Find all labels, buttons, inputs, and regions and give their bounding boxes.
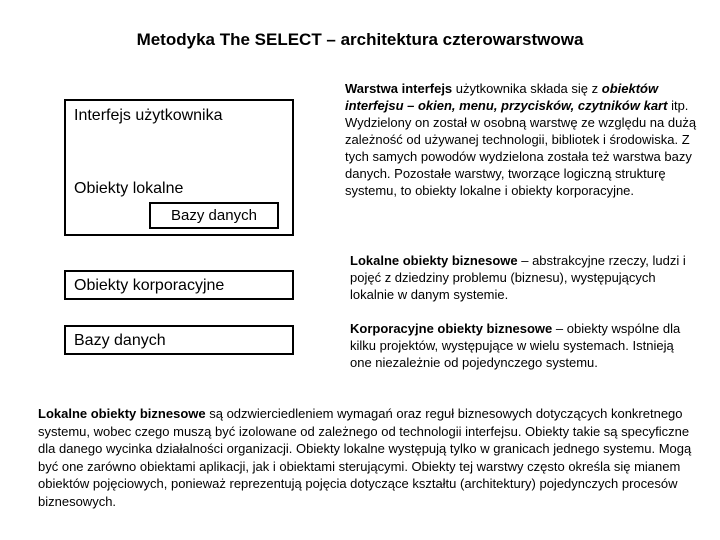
nested-databases-box: Bazy danych — [149, 202, 279, 229]
ui-desc-text-2: itp. Wydzielony on został w osobną warstwę ze względu na dużą zależność od używanej technologii, bibliotek i środowiska. Z tych samych powodów wydzielona została też warstwa bazy danych. Pozostałe warstwy, tworzące logiczną strukturę systemu, to obiekty lokalne i obiekty korporacyjne. — [345, 98, 697, 198]
summary-text: są odzwierciedleniem wymagań oraz reguł biznesowych dotyczących konkretnego systemu, wobec czego muszą być izolowane od zależnego od technologii interfejsu. Obiekty takie są specyficzne dla danego wycinka działalności organizacji. Obiekty lokalne występują tylko w granicach jednego systemu. Mogą być one zarówno obiektami aplikacji, jak i obiektami sterującymi. Obiekty tej warstwy często określa się mianem obiektów pojęciowych, ponieważ reprezentują pojęcia dotyczące kształtu (architektury) pojedynczych procesów biznesowych. — [38, 406, 692, 509]
layer-local-objects-label: Obiekty lokalne — [74, 180, 184, 197]
local-objects-description — [350, 252, 690, 303]
local-desc-term: Lokalne obiekty biznesowe — [350, 253, 518, 268]
ui-layer-description — [345, 80, 705, 199]
page-title: Metodyka The SELECT – architektura czterowarstwowa — [136, 30, 584, 49]
ui-desc-emphasis: obiektów interfejsu – okien, menu, przycisków, czytników kart — [345, 81, 668, 113]
layer-corporate-label: Obiekty korporacyjne — [74, 277, 225, 294]
layer-ui-label: Interfejs użytkownika — [74, 107, 223, 124]
layer-databases — [64, 325, 294, 355]
summary-paragraph — [38, 405, 693, 510]
ui-desc-term: Warstwa interfejs — [345, 81, 453, 96]
corporate-objects-description — [350, 320, 695, 371]
corp-desc-term: Korporacyjne obiekty biznesowe — [350, 321, 553, 336]
layer-databases-label: Bazy danych — [74, 332, 166, 349]
summary-term: Lokalne obiekty biznesowe — [38, 406, 206, 421]
ui-desc-text-1: użytkownika składa się z — [452, 81, 602, 96]
corp-desc-text: – obiekty wspólne dla kilku projektów, występujące w wielu systemach. Istnieją one niezależnie od pojedynczego systemu. — [350, 321, 681, 370]
local-desc-text: – abstrakcyjne rzeczy, ludzi i pojęć z dziedziny problemu (biznesu), występujących lokalnie w danym systemie. — [350, 253, 686, 302]
layer-user-interface — [64, 99, 294, 236]
layer-corporate-objects — [64, 270, 294, 300]
